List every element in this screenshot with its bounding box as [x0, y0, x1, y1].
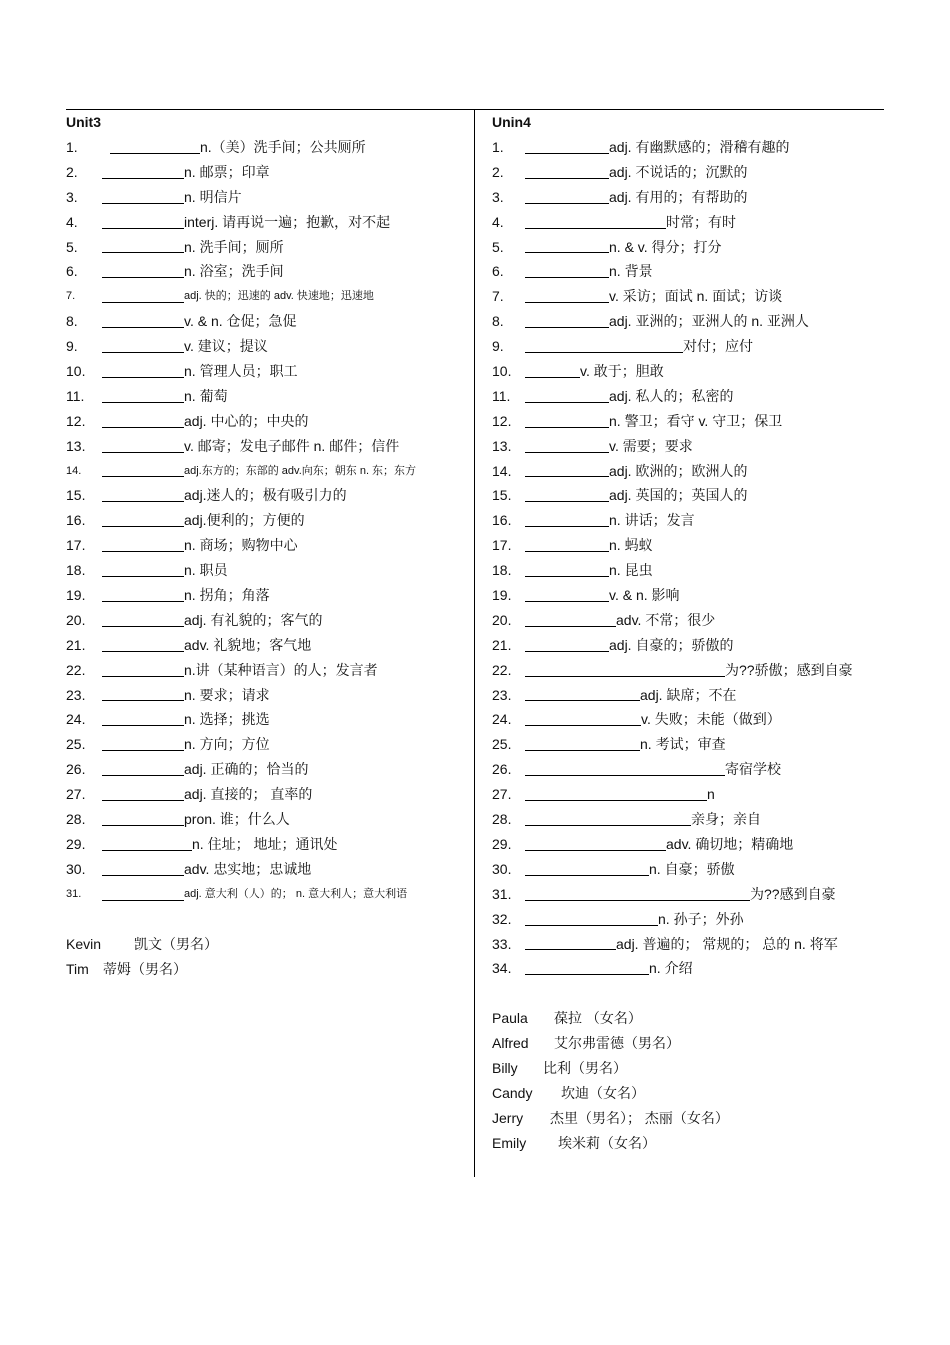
- item-definition: adj. 意大利（人）的； n. 意大利人；意大利语: [184, 887, 408, 900]
- name-chinese: 凯文（男名）: [134, 935, 218, 952]
- vocab-item: [492, 284, 884, 309]
- item-number: 27.: [492, 786, 512, 803]
- item-number: 24.: [66, 711, 86, 728]
- vocab-item: [66, 583, 466, 608]
- item-number: 34.: [492, 960, 512, 977]
- item-definition: v. 建议；提议: [184, 338, 268, 355]
- item-number: 19.: [66, 587, 86, 604]
- item-definition: 为??感到自豪: [750, 885, 836, 902]
- item-number: 8.: [492, 313, 504, 330]
- answer-blank[interactable]: [110, 153, 200, 154]
- item-definition: adj. 快的；迅速的 adv. 快速地；迅速地: [184, 290, 374, 303]
- vocab-item: [66, 459, 466, 484]
- name-english: Alfred: [492, 1035, 529, 1052]
- item-definition: n. 浴室；洗手间: [184, 263, 284, 280]
- item-definition: v. 失败；未能（做到）: [641, 711, 781, 728]
- item-number: 26.: [66, 761, 86, 778]
- item-definition: n. 洗手间；厕所: [184, 238, 284, 255]
- answer-blank[interactable]: [525, 825, 691, 826]
- item-definition: n. 明信片: [184, 188, 242, 205]
- item-definition: n. 介绍: [649, 960, 693, 977]
- item-definition: 为??骄傲；感到自豪: [725, 661, 853, 678]
- name-entry: [492, 1131, 884, 1156]
- vocab-item: [66, 284, 466, 309]
- vocab-item: [66, 608, 466, 633]
- vocab-item: [66, 334, 466, 359]
- item-number: 27.: [66, 786, 86, 803]
- item-number: 10.: [66, 363, 86, 380]
- item-number: 22.: [66, 661, 86, 678]
- answer-blank[interactable]: [102, 203, 184, 204]
- answer-blank[interactable]: [102, 476, 184, 477]
- item-number: 33.: [492, 935, 512, 952]
- name-english: Billy: [492, 1060, 518, 1077]
- item-definition: adj.便利的；方便的: [184, 512, 305, 529]
- item-definition: adv. 礼貌地；客气地: [184, 636, 312, 653]
- answer-blank[interactable]: [102, 900, 184, 901]
- vocab-item: [66, 533, 466, 558]
- answer-blank[interactable]: [102, 228, 184, 229]
- answer-blank[interactable]: [525, 875, 649, 876]
- vocab-item: [492, 707, 884, 732]
- item-definition: n. 背景: [609, 263, 653, 280]
- answer-blank[interactable]: [525, 626, 616, 627]
- vocab-item: [66, 359, 466, 384]
- item-definition: v. 需要；要求: [609, 437, 693, 454]
- vocab-item: [492, 608, 884, 633]
- vocab-item: [492, 757, 884, 782]
- answer-blank[interactable]: [525, 676, 725, 677]
- answer-blank[interactable]: [102, 850, 192, 851]
- name-english: Tim: [66, 960, 89, 977]
- item-number: 25.: [66, 736, 86, 753]
- answer-blank[interactable]: [102, 601, 184, 602]
- answer-blank[interactable]: [525, 850, 666, 851]
- vocab-item: [492, 185, 884, 210]
- item-definition: n. 选择；挑选: [184, 711, 270, 728]
- answer-blank[interactable]: [525, 203, 609, 204]
- item-definition: adj. 自豪的；骄傲的: [609, 636, 734, 653]
- column-divider: [474, 109, 475, 1177]
- unit4-vocab-list: [492, 135, 884, 981]
- item-number: 21.: [492, 636, 512, 653]
- item-number: 23.: [492, 686, 512, 703]
- item-definition: adj. 有用的；有帮助的: [609, 188, 748, 205]
- unit3-heading: Unit3: [66, 114, 101, 130]
- answer-blank[interactable]: [102, 526, 184, 527]
- item-number: 16.: [492, 512, 512, 529]
- answer-blank[interactable]: [525, 725, 641, 726]
- answer-blank[interactable]: [525, 402, 609, 403]
- item-definition: n. 管理人员；职工: [184, 363, 298, 380]
- item-definition: n: [707, 786, 715, 803]
- vocab-item: [492, 782, 884, 807]
- vocab-item: [492, 160, 884, 185]
- vocab-item: [66, 135, 466, 160]
- answer-blank[interactable]: [525, 775, 725, 776]
- answer-blank[interactable]: [102, 178, 184, 179]
- item-number: 17.: [492, 537, 512, 554]
- item-definition: adj. 缺席；不在: [640, 686, 737, 703]
- vocab-item: [492, 857, 884, 882]
- item-number: 29.: [66, 835, 86, 852]
- unit3-vocab-list: [66, 135, 466, 907]
- answer-blank[interactable]: [525, 501, 609, 502]
- name-chinese: 葆拉 （女名）: [554, 1010, 642, 1027]
- item-definition: 寄宿学校: [725, 761, 781, 778]
- item-number: 7.: [492, 288, 504, 305]
- item-definition: n. 拐角；角落: [184, 587, 270, 604]
- name-english: Emily: [492, 1134, 527, 1151]
- vocab-item: [492, 732, 884, 757]
- vocab-item: [66, 757, 466, 782]
- item-number: 31.: [66, 887, 82, 900]
- item-definition: n. 邮票；印章: [184, 163, 270, 180]
- item-definition: n.讲（某种语言）的人；发言者: [184, 661, 378, 678]
- item-number: 24.: [492, 711, 512, 728]
- vocab-item: [66, 857, 466, 882]
- unit3-names-list: [66, 932, 466, 982]
- item-number: 23.: [66, 686, 86, 703]
- answer-blank[interactable]: [525, 178, 609, 179]
- name-chinese: 埃米莉（女名）: [558, 1134, 656, 1151]
- item-number: 29.: [492, 835, 512, 852]
- vocab-item: [66, 160, 466, 185]
- answer-blank[interactable]: [102, 576, 184, 577]
- item-definition: adj.迷人的；极有吸引力的: [184, 487, 347, 504]
- vocab-item: [492, 135, 884, 160]
- item-definition: n. & v. 得分；打分: [609, 238, 722, 255]
- vocab-item: [492, 235, 884, 260]
- vocab-item: [492, 384, 884, 409]
- item-number: 12.: [66, 412, 86, 429]
- item-number: 6.: [66, 263, 78, 280]
- name-chinese: 蒂姆（男名）: [103, 960, 187, 977]
- name-entry: [492, 1056, 884, 1081]
- item-number: 13.: [492, 437, 512, 454]
- vocab-item: [492, 558, 884, 583]
- vocab-item: [492, 683, 884, 708]
- name-entry: [66, 957, 466, 982]
- unit3-column: [66, 110, 466, 981]
- item-definition: adv. 不常；很少: [616, 611, 716, 628]
- answer-blank[interactable]: [102, 676, 184, 677]
- item-definition: n. 蚂蚁: [609, 537, 653, 554]
- item-definition: n. 警卫；看守 v. 守卫；保卫: [609, 412, 783, 429]
- item-definition: v. 采访；面试 n. 面试；访谈: [609, 288, 783, 305]
- answer-blank[interactable]: [525, 427, 609, 428]
- item-number: 14.: [66, 464, 82, 477]
- item-number: 2.: [492, 163, 504, 180]
- vocab-item: [66, 782, 466, 807]
- item-definition: adj.东方的；东部的 adv.向东；朝东 n. 东；东方: [184, 464, 417, 477]
- answer-blank[interactable]: [525, 526, 609, 527]
- item-definition: n. 孙子；外孙: [658, 910, 744, 927]
- item-definition: adj. 有幽默感的；滑稽有趣的: [609, 139, 790, 155]
- item-number: 14.: [492, 462, 512, 479]
- vocab-item: [66, 683, 466, 708]
- vocab-item: [66, 558, 466, 583]
- item-number: 20.: [492, 611, 512, 628]
- item-number: 32.: [492, 910, 512, 927]
- item-definition: adj. 直接的； 直率的: [184, 786, 313, 803]
- answer-blank[interactable]: [525, 302, 609, 303]
- vocab-item: [492, 882, 884, 907]
- vocab-item: [66, 483, 466, 508]
- answer-blank[interactable]: [525, 551, 609, 552]
- answer-blank[interactable]: [102, 800, 184, 801]
- answer-blank[interactable]: [525, 974, 649, 975]
- answer-blank[interactable]: [525, 377, 580, 378]
- answer-blank[interactable]: [102, 402, 184, 403]
- name-chinese: 坎迪（女名）: [561, 1084, 645, 1101]
- item-number: 18.: [492, 562, 512, 579]
- answer-blank[interactable]: [102, 626, 184, 627]
- item-definition: adj. 私人的；私密的: [609, 387, 734, 404]
- vocab-item: [492, 459, 884, 484]
- item-number: 3.: [492, 188, 504, 205]
- item-definition: n. 昆虫: [609, 562, 653, 579]
- unit4-names-list: [492, 1006, 884, 1155]
- vocab-item: [492, 309, 884, 334]
- answer-blank[interactable]: [102, 825, 184, 826]
- item-definition: v. & n. 仓促；急促: [184, 313, 297, 330]
- answer-blank[interactable]: [102, 551, 184, 552]
- item-number: 26.: [492, 761, 512, 778]
- item-number: 22.: [492, 661, 512, 678]
- answer-blank[interactable]: [525, 153, 609, 154]
- vocab-item: [492, 259, 884, 284]
- vocab-item: [492, 907, 884, 932]
- item-number: 4.: [492, 213, 504, 230]
- vocab-item: [492, 658, 884, 683]
- answer-blank[interactable]: [102, 875, 184, 876]
- answer-blank[interactable]: [102, 750, 184, 751]
- item-definition: n. 葡萄: [184, 387, 228, 404]
- answer-blank[interactable]: [525, 327, 609, 328]
- item-definition: 对付；应付: [683, 338, 753, 355]
- item-definition: adv. 确切地；精确地: [666, 835, 794, 852]
- answer-blank[interactable]: [102, 651, 184, 652]
- item-number: 9.: [66, 338, 78, 355]
- item-number: 21.: [66, 636, 86, 653]
- vocab-item: [492, 409, 884, 434]
- answer-blank[interactable]: [102, 452, 184, 453]
- item-number: 3.: [66, 188, 78, 205]
- item-definition: adj. 英国的；英国人的: [609, 487, 748, 504]
- answer-blank[interactable]: [525, 476, 609, 477]
- answer-blank[interactable]: [525, 800, 707, 801]
- name-entry: [492, 1006, 884, 1031]
- answer-blank[interactable]: [102, 725, 184, 726]
- item-definition: adv. 忠实地；忠诚地: [184, 860, 312, 877]
- item-number: 5.: [492, 238, 504, 255]
- item-definition: adj. 正确的；恰当的: [184, 761, 309, 778]
- vocab-item: [492, 583, 884, 608]
- vocab-item: [66, 807, 466, 832]
- item-number: 13.: [66, 437, 86, 454]
- answer-blank[interactable]: [102, 352, 184, 353]
- vocab-item: [66, 832, 466, 857]
- name-entry: [492, 1106, 884, 1131]
- vocab-item: [492, 508, 884, 533]
- answer-blank[interactable]: [102, 775, 184, 776]
- item-definition: n. 要求；请求: [184, 686, 270, 703]
- item-number: 6.: [492, 263, 504, 280]
- vocab-item: [492, 633, 884, 658]
- item-number: 1.: [66, 139, 78, 155]
- item-number: 7.: [66, 290, 76, 303]
- item-number: 16.: [66, 512, 86, 529]
- answer-blank[interactable]: [525, 750, 640, 751]
- vocab-item: [66, 434, 466, 459]
- answer-blank[interactable]: [102, 327, 184, 328]
- item-number: 5.: [66, 238, 78, 255]
- vocab-item: [66, 882, 466, 907]
- item-number: 12.: [492, 412, 512, 429]
- item-number: 15.: [66, 487, 86, 504]
- name-entry: [66, 932, 466, 957]
- vocab-item: [492, 932, 884, 957]
- unit4-column: [492, 110, 884, 1156]
- answer-blank[interactable]: [525, 900, 750, 901]
- item-number: 28.: [66, 811, 86, 828]
- item-number: 17.: [66, 537, 86, 554]
- answer-blank[interactable]: [102, 252, 184, 253]
- item-definition: n. 自豪；骄傲: [649, 860, 735, 877]
- item-definition: n. 方向；方位: [184, 736, 270, 753]
- item-number: 10.: [492, 363, 512, 380]
- answer-blank[interactable]: [102, 427, 184, 428]
- item-definition: 时常；有时: [666, 213, 736, 230]
- item-definition: adj. 中心的；中央的: [184, 412, 309, 429]
- item-number: 18.: [66, 562, 86, 579]
- vocab-item: [492, 956, 884, 981]
- vocab-item: [492, 210, 884, 235]
- name-entry: [492, 1031, 884, 1056]
- item-definition: v. 邮寄；发电子邮件 n. 邮件；信件: [184, 437, 400, 454]
- name-english: Candy: [492, 1084, 533, 1101]
- item-number: 9.: [492, 338, 504, 355]
- answer-blank[interactable]: [525, 949, 616, 950]
- name-chinese: 杰里（男名）； 杰丽（女名）: [550, 1109, 729, 1126]
- answer-blank[interactable]: [525, 452, 609, 453]
- name-english: Kevin: [66, 935, 102, 952]
- item-definition: 亲身；亲自: [691, 811, 761, 828]
- item-number: 20.: [66, 611, 86, 628]
- item-number: 30.: [492, 860, 512, 877]
- item-number: 28.: [492, 811, 512, 828]
- item-number: 31.: [492, 885, 512, 902]
- item-definition: n. 商场；购物中心: [184, 537, 298, 554]
- item-definition: n. 职员: [184, 562, 228, 579]
- vocab-item: [492, 807, 884, 832]
- item-definition: v. 敢于；胆敢: [580, 363, 664, 380]
- name-english: Paula: [492, 1010, 528, 1027]
- answer-blank[interactable]: [525, 576, 609, 577]
- name-english: Jerry: [492, 1109, 524, 1126]
- answer-blank[interactable]: [525, 228, 666, 229]
- vocab-item: [66, 658, 466, 683]
- item-number: 11.: [66, 387, 85, 404]
- vocab-item: [492, 334, 884, 359]
- item-number: 1.: [492, 139, 504, 155]
- answer-blank[interactable]: [102, 700, 184, 701]
- vocab-item: [492, 434, 884, 459]
- vocab-item: [66, 235, 466, 260]
- item-number: 2.: [66, 163, 78, 180]
- answer-blank[interactable]: [102, 302, 184, 303]
- vocab-item: [492, 359, 884, 384]
- vocab-item: [66, 409, 466, 434]
- item-number: 30.: [66, 860, 86, 877]
- item-definition: interj. 请再说一遍；抱歉，对不起: [184, 213, 391, 230]
- item-definition: adj. 有礼貌的；客气的: [184, 611, 323, 628]
- vocab-item: [492, 483, 884, 508]
- item-number: 4.: [66, 213, 78, 230]
- answer-blank[interactable]: [525, 277, 609, 278]
- item-number: 8.: [66, 313, 78, 330]
- answer-blank[interactable]: [102, 501, 184, 502]
- name-chinese: 比利（男名）: [543, 1060, 627, 1077]
- item-number: 11.: [492, 387, 511, 404]
- answer-blank[interactable]: [102, 377, 184, 378]
- vocab-item: [492, 533, 884, 558]
- vocab-item: [66, 732, 466, 757]
- vocab-item: [66, 210, 466, 235]
- item-number: 25.: [492, 736, 512, 753]
- item-definition: n.（美）洗手间；公共厕所: [200, 139, 366, 155]
- vocab-item: [66, 259, 466, 284]
- item-number: 19.: [492, 587, 512, 604]
- answer-blank[interactable]: [525, 651, 609, 652]
- item-definition: n. 讲话；发言: [609, 512, 695, 529]
- vocab-item: [66, 633, 466, 658]
- name-chinese: 艾尔弗雷德（男名）: [554, 1035, 680, 1052]
- answer-blank[interactable]: [525, 700, 640, 701]
- item-definition: pron. 谁；什么人: [184, 811, 290, 828]
- unit4-heading: Unin4: [492, 114, 531, 130]
- vocab-item: [66, 185, 466, 210]
- answer-blank[interactable]: [525, 352, 683, 353]
- item-definition: n. 考试；审查: [640, 736, 726, 753]
- name-entry: [492, 1081, 884, 1106]
- vocab-item: [492, 832, 884, 857]
- vocab-item: [66, 384, 466, 409]
- vocab-item: [66, 707, 466, 732]
- item-definition: v. & n. 影响: [609, 587, 680, 604]
- answer-blank[interactable]: [525, 252, 609, 253]
- answer-blank[interactable]: [102, 277, 184, 278]
- item-definition: adj. 亚洲的；亚洲人的 n. 亚洲人: [609, 313, 809, 330]
- item-definition: adj. 欧洲的；欧洲人的: [609, 462, 748, 479]
- vocab-item: [66, 508, 466, 533]
- item-number: 15.: [492, 487, 512, 504]
- item-definition: adj. 不说话的；沉默的: [609, 163, 748, 180]
- item-definition: adj. 普遍的； 常规的； 总的 n. 将军: [616, 935, 838, 952]
- answer-blank[interactable]: [525, 601, 609, 602]
- item-definition: n. 住址； 地址；通讯处: [192, 835, 338, 852]
- answer-blank[interactable]: [525, 925, 658, 926]
- vocab-item: [66, 309, 466, 334]
